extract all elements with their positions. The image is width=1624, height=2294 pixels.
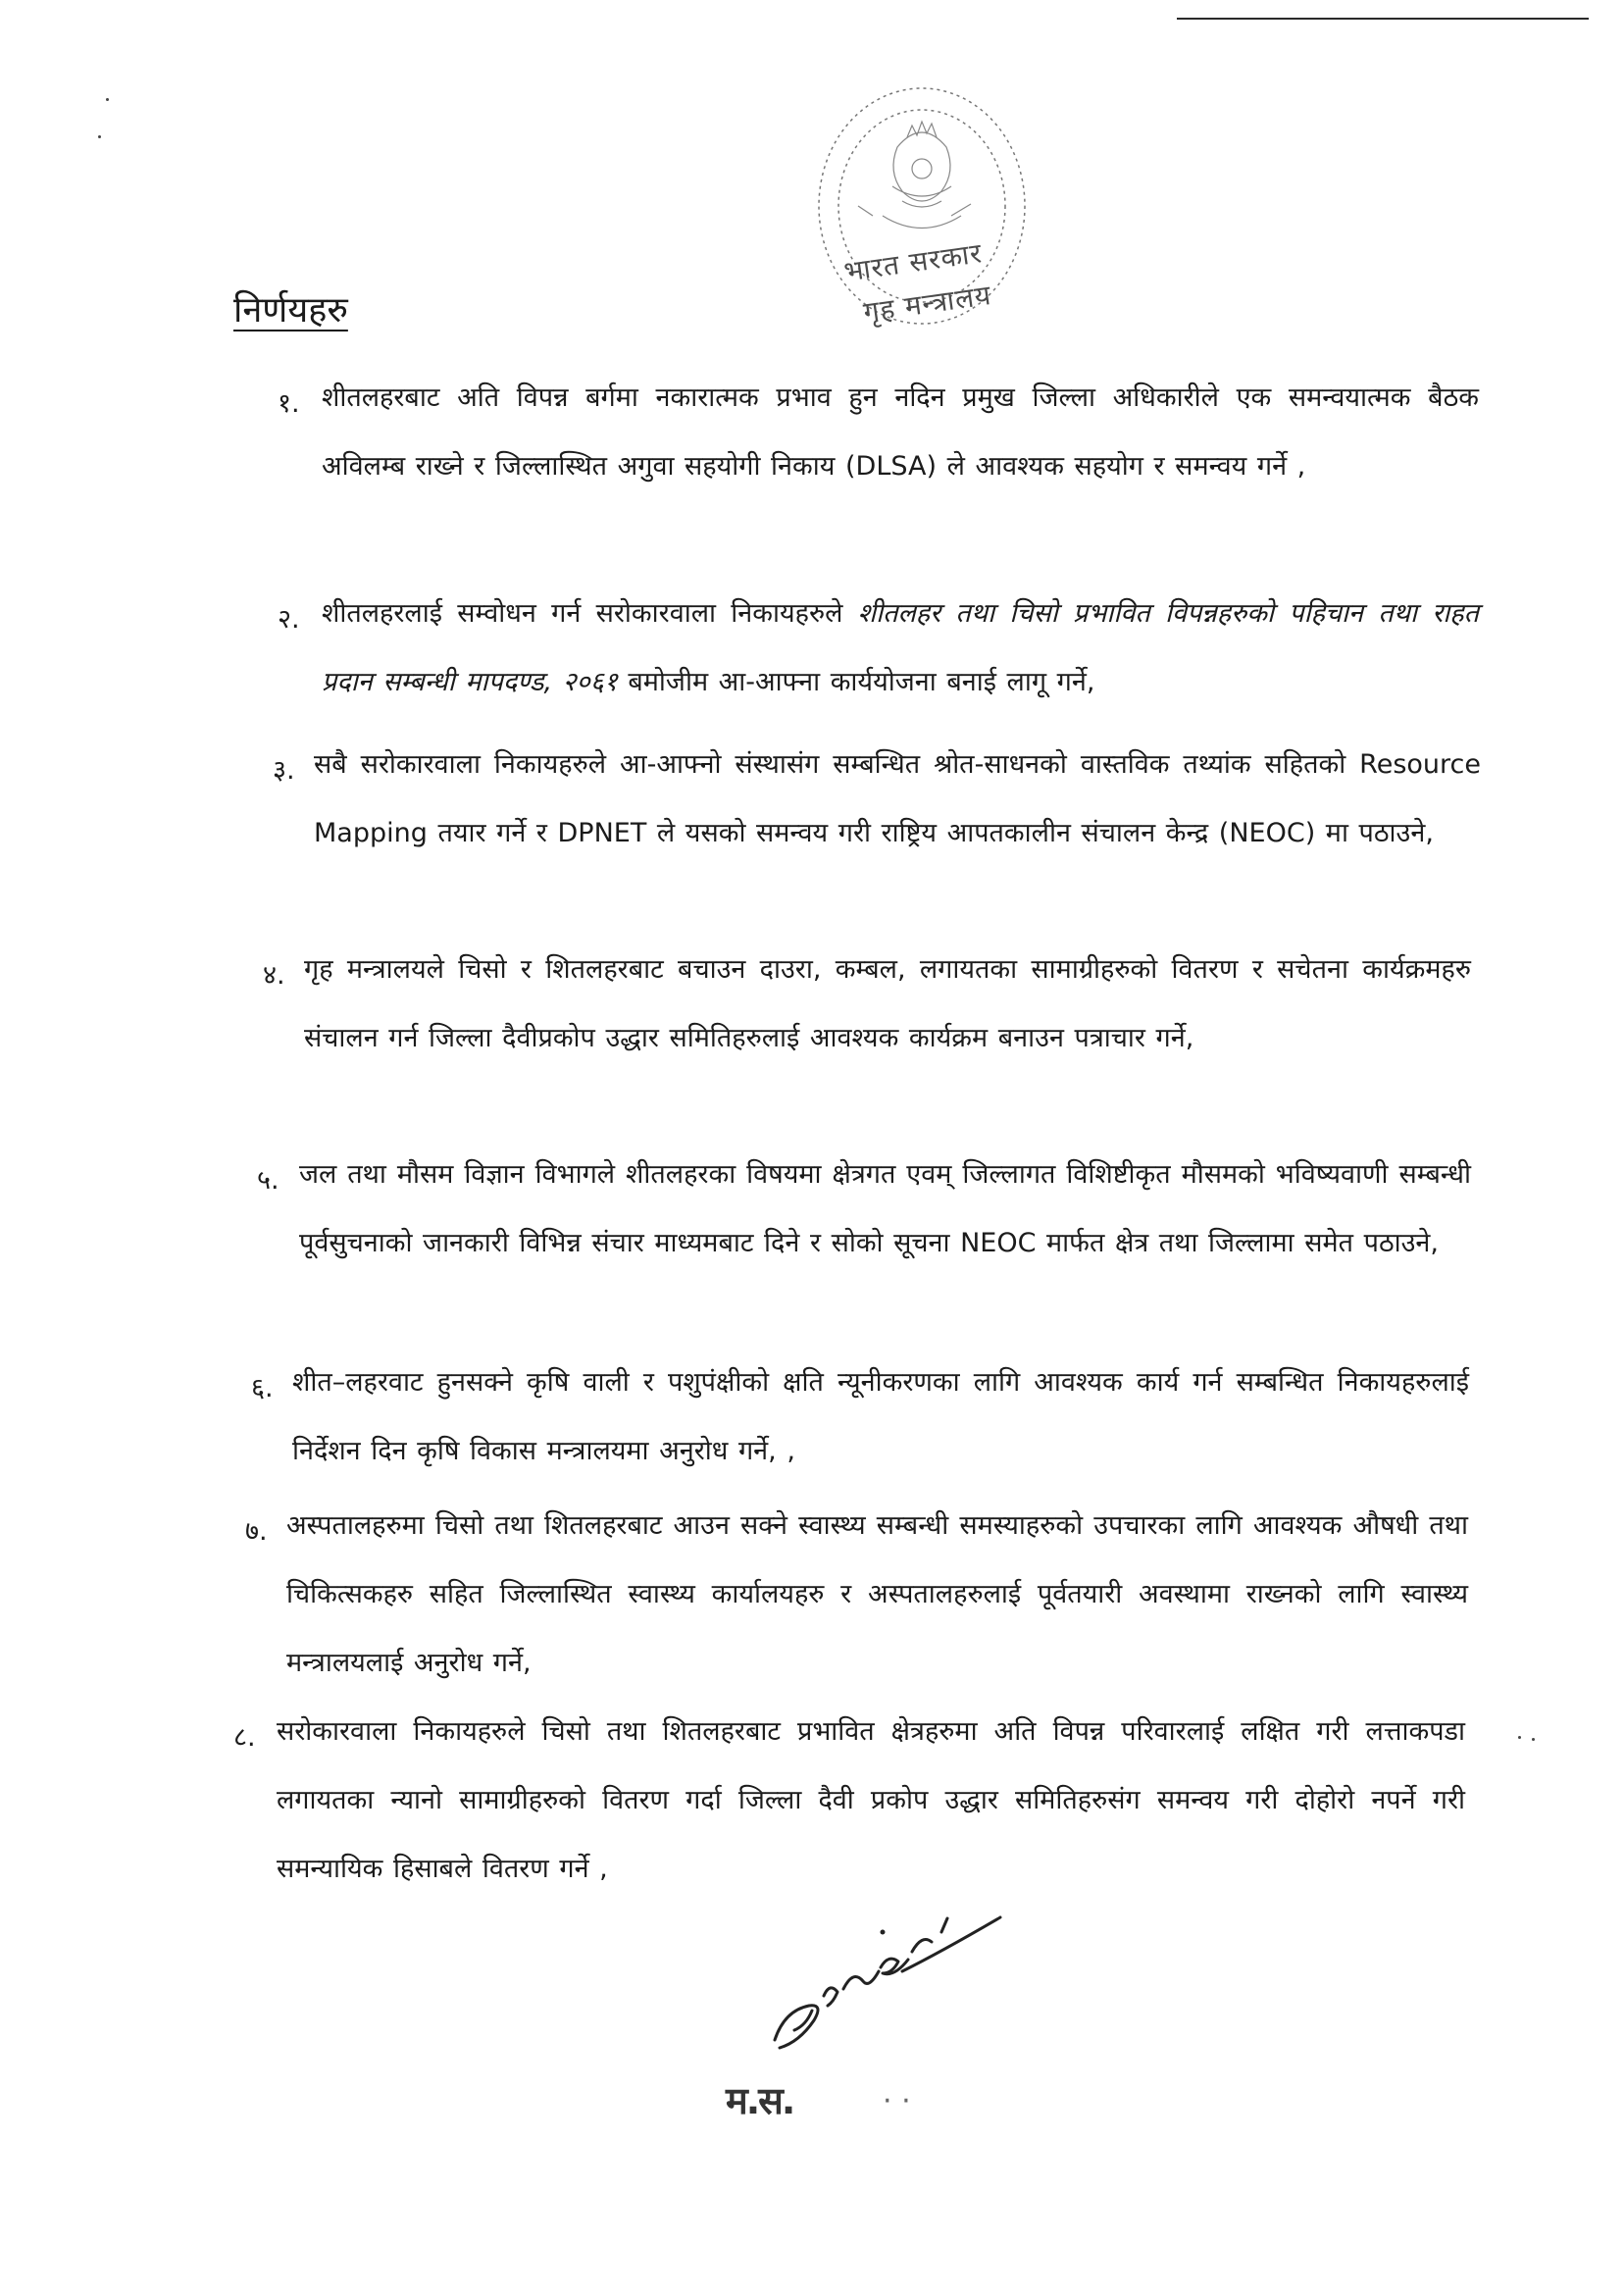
decision-number: ३. — [273, 755, 295, 786]
decision-text: अस्पतालहरुमा चिसो तथा शितलहरबाट आउन सक्ने स्वास्थ्य सम्बन्धी समस्याहरुको उपचारका लागि आवश्यक औषधी तथा चिकित्सकहरु सहित जिल्लास्थित स्वास्थ्य कार्यालयहरु र अस्पतालहरुलाई पूर्वतयारी अवस्थामा राख्नको लागि स्वास्थ्य मन्त्रालयलाई अनुरोध गर्ने, — [286, 1510, 1468, 1678]
decision-text: सबै सरोकारवाला निकायहरुले आ-आफ्नो संस्थासंग सम्बन्धित श्रोत-साधनको वास्तविक तथ्यांक सहितको Resource Mapping तयार गर्ने र DPNET ले यसको समन्वय गरी राष्ट्रिय आपतकालीन संचालन केन्द्र (NEOC) मा पठाउने, — [314, 749, 1481, 848]
seal-text-top: भारत सरकार — [841, 236, 985, 288]
scan-speck — [1518, 1736, 1521, 1739]
decision-text-italic: शीतलहर तथा चिसो प्रभावित विपन्नहरुको पहिचान तथा राहत प्रदान सम्बन्धी मापदण्ड, २०६१ — [322, 598, 1479, 697]
decision-number: १. — [278, 388, 300, 419]
scan-speck — [106, 98, 109, 101]
decisions-heading: निर्णयहरु — [233, 290, 348, 331]
decision-text: जल तथा मौसम विज्ञान विभागले शीतलहरका विषयमा क्षेत्रगत एवम् जिल्लागत विशिष्टीकृत मौसमको भविष्यवाणी सम्बन्धी पूर्वसुचनाको जानकारी विभिन्न संचार माध्यमबाट दिने र सोको सूचना NEOC मार्फत क्षेत्र तथा जिल्लामा समेत पठाउने, — [299, 1159, 1471, 1258]
decision-number: ७. — [245, 1516, 268, 1547]
top-rule — [1177, 18, 1589, 20]
decision-number: ४. — [263, 960, 285, 991]
decision-text-part: बमोजीम आ-आफ्ना कार्ययोजना बनाई लागू गर्ने, — [617, 667, 1095, 697]
decision-number: २. — [278, 604, 300, 635]
signature-initials: म.स. — [726, 2079, 794, 2122]
decision-text-part: शीतलहरलाई सम्वोधन गर्न सरोकारवाला निकायहरुले — [322, 598, 858, 629]
seal-text-bottom: गृह मन्त्रालय — [861, 279, 994, 329]
decision-number: ८. — [233, 1722, 256, 1753]
decision-text — [322, 580, 1479, 717]
handwritten-signature — [755, 1903, 1010, 2060]
signature-trailing-marks: · · — [883, 2084, 911, 2118]
decision-text: शीतलहरबाट अति विपन्न बर्गमा नकारात्मक प्रभाव हुन नदिन प्रमुख जिल्ला अधिकारीले एक समन्वयात्मक बैठक अविलम्ब राख्ने र जिल्लास्थित अगुवा सहयोगी निकाय (DLSA) ले आवश्यक सहयोग र समन्वय गर्ने , — [322, 382, 1479, 482]
decision-text: शीत–लहरवाट हुनसक्ने कृषि वाली र पशुपंक्षीको क्षति न्यूनीकरणका लागि आवश्यक कार्य गर्न सम्बन्धित निकायहरुलाई निर्देशन दिन कृषि विकास मन्त्रालयमा अनुरोध गर्ने, , — [292, 1367, 1469, 1466]
decision-number: ५. — [257, 1165, 279, 1196]
decision-text: सरोकारवाला निकायहरुले चिसो तथा शितलहरबाट प्रभावित क्षेत्रहरुमा अति विपन्न परिवारलाई लक्षित गरी लत्ताकपडा लगायतका न्यानो सामाग्रीहरुको वितरण गर्दा जिल्ला दैवी प्रकोप उद्धार समितिहरुसंग समन्वय गरी दोहोरो नपर्ने गरी समन्यायिक हिसाबले वितरण गर्ने , — [277, 1716, 1465, 1884]
scan-speck — [98, 135, 101, 138]
scan-speck — [1532, 1738, 1535, 1741]
decision-number: ६. — [251, 1373, 274, 1403]
decision-text: गृह मन्त्रालयले चिसो र शितलहरबाट बचाउन दाउरा, कम्बल, लगायतका सामाग्रीहरुको वितरण र सचेतना कार्यक्रमहरु संचालन गर्न जिल्ला दैवीप्रकोप उद्धार समितिहरुलाई आवश्यक कार्यक्रम बनाउन पत्राचार गर्ने, — [304, 954, 1471, 1053]
